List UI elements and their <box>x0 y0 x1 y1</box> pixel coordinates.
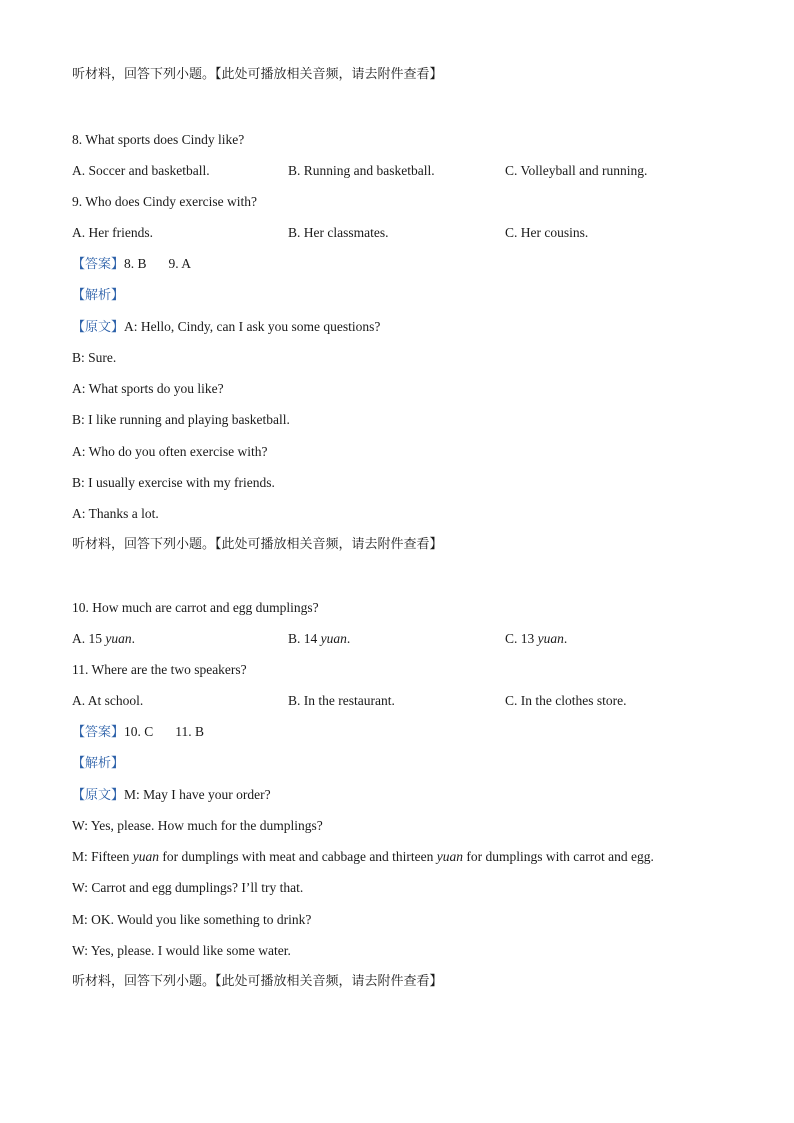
transcript-2-line-3: M: Fifteen yuan for dumplings with meat and cabbage and thirteen yuan for dumplings with carrot and egg. <box>72 849 654 864</box>
transcript-1-line-5: A: Who do you often exercise with? <box>72 444 268 459</box>
transcript-1-line-4: B: I like running and playing basketball. <box>72 412 290 427</box>
transcript-2-line-4: W: Carrot and egg dumplings? I’ll try that. <box>72 880 304 895</box>
option-a: A. At school. <box>72 693 144 708</box>
option-a: A. 15 yuan. <box>72 631 135 646</box>
transcript-1-line-1 <box>72 318 380 337</box>
answer-label: 【答案】 <box>72 725 125 740</box>
transcript-1-line-7: A: Thanks a lot. <box>72 506 159 521</box>
question-10: 10. How much are carrot and egg dumplings? <box>72 600 319 615</box>
option-c: C. Volleyball and running. <box>505 163 648 178</box>
option-b: B. Her classmates. <box>288 225 389 240</box>
transcript-1-line-6: B: I usually exercise with my friends. <box>72 475 275 490</box>
transcript-label: 【原文】 <box>72 788 125 803</box>
option-b: B. 14 yuan. <box>288 631 351 646</box>
transcript-2-line-1 <box>72 786 271 805</box>
transcript-2-line-6: W: Yes, please. I would like some water. <box>72 943 291 958</box>
option-c: C. Her cousins. <box>505 225 589 240</box>
transcript-1-line-3: A: What sports do you like? <box>72 381 224 396</box>
option-b: B. In the restaurant. <box>288 693 395 708</box>
transcript-2-line-2: W: Yes, please. How much for the dumplings? <box>72 818 323 833</box>
listen-instruction: 听材料，回答下列小题。【此处可播放相关音频，请去附件查看】 <box>72 974 443 989</box>
listen-instruction: 听材料，回答下列小题。【此处可播放相关音频，请去附件查看】 <box>72 67 443 82</box>
option-a: A. Soccer and basketball. <box>72 163 210 178</box>
answer-line-1 <box>72 255 191 274</box>
transcript-1-line-2: B: Sure. <box>72 350 117 365</box>
transcript-text: M: May I have your order? <box>124 787 271 802</box>
transcript-2-line-5: M: OK. Would you like something to drink? <box>72 912 312 927</box>
option-c: C. In the clothes store. <box>505 693 627 708</box>
answer-line-2 <box>72 723 204 742</box>
option-c: C. 13 yuan. <box>505 631 568 646</box>
question-9: 9. Who does Cindy exercise with? <box>72 194 257 209</box>
answer-8: 8. B <box>124 256 147 271</box>
listen-instruction: 听材料，回答下列小题。【此处可播放相关音频，请去附件查看】 <box>72 537 443 552</box>
answer-9: 9. A <box>168 256 192 271</box>
answer-11: 11. B <box>175 724 205 739</box>
answer-10: 10. C <box>124 724 154 739</box>
question-11: 11. Where are the two speakers? <box>72 662 247 677</box>
question-8: 8. What sports does Cindy like? <box>72 132 245 147</box>
option-b: B. Running and basketball. <box>288 163 435 178</box>
transcript-text: A: Hello, Cindy, can I ask you some questions? <box>124 319 381 334</box>
analysis-label: 【解析】 <box>72 288 125 303</box>
option-a: A. Her friends. <box>72 225 153 240</box>
transcript-label: 【原文】 <box>72 320 125 335</box>
answer-label: 【答案】 <box>72 257 125 272</box>
analysis-label: 【解析】 <box>72 756 125 771</box>
